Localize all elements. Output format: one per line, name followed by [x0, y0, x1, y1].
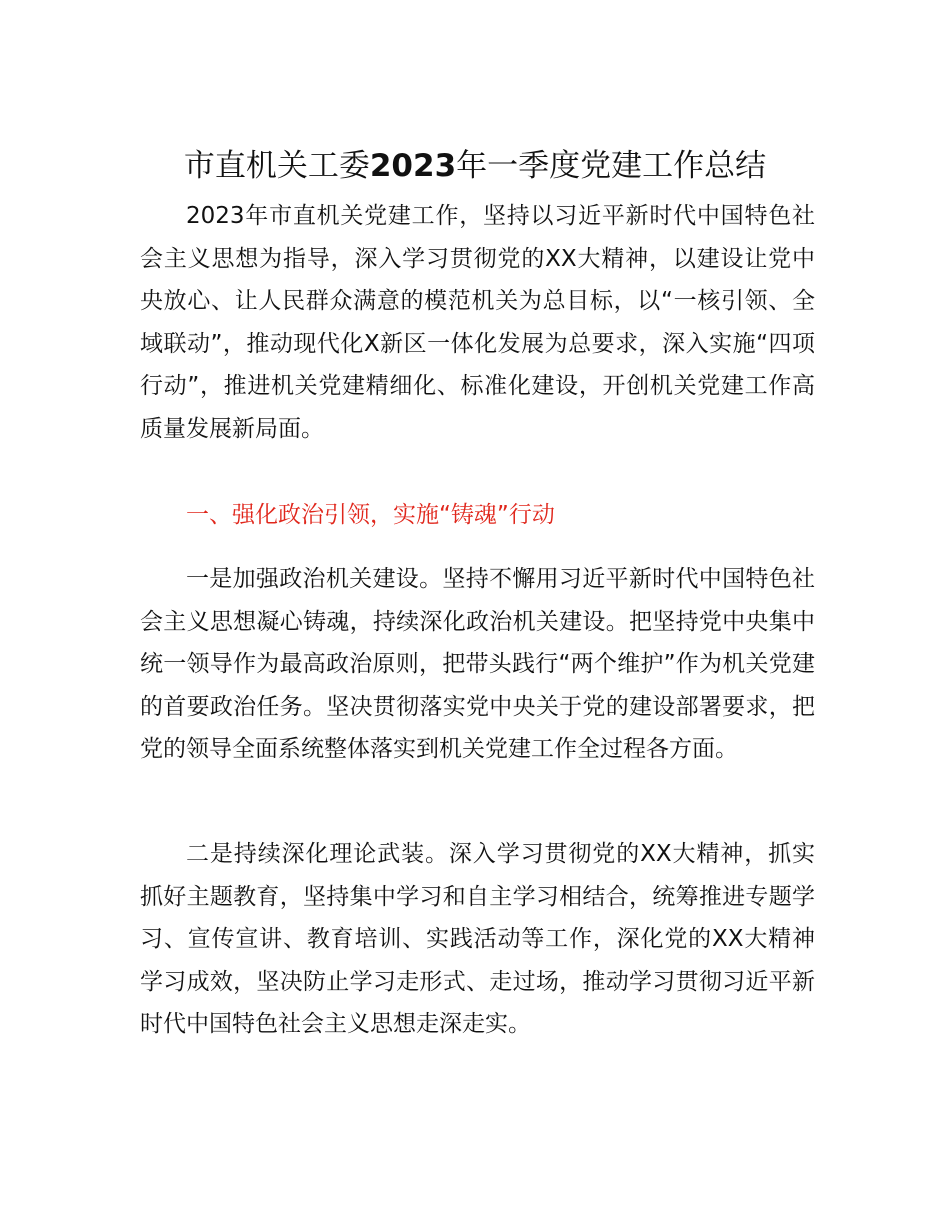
section1-paragraph-1: 一是加强政治机关建设。坚持不懈用习近平新时代中国特色社会主义思想凝心铸魂，持续深化政治机关建设。把坚持党中央集中统一领导作为最高政治原则，把带头践行“两个维护”作为机关党建的首要政治任务。坚决贯彻落实党中央关于党的建设部署要求，把党的领导全面系统整体落实到机关党建工作全过程各方面。	[140, 566, 815, 762]
page-title	[0, 138, 950, 194]
intro-paragraph: 2023年市直机关党建工作，坚持以习近平新时代中国特色社会主义思想为指导，深入学习贯彻党的XX大精神，以建设让党中央放心、让人民群众满意的模范机关为总目标，以“一核引领、全域联动”，推动现代化X新区一体化发展为总要求，深入实施“四项行动”，推进机关党建精细化、标准化建设，开创机关党建工作高质量发展新局面。	[140, 203, 815, 442]
title-year: 2023	[369, 148, 457, 184]
title-suffix: 年一季度党建工作总结	[456, 148, 767, 184]
section1-paragraph-2: 二是持续深化理论武装。深入学习贯彻党的XX大精神，抓实抓好主题教育，坚持集中学习和自主学习相结合，统筹推进专题学习、宣传宣讲、教育培训、实践活动等工作，深化党的XX大精神学习成效，坚决防止学习走形式、走过场，推动学习贯彻习近平新时代中国特色社会主义思想走深走实。	[140, 841, 815, 1037]
section-heading-1: 一、强化政治引领，实施“铸魂”行动	[186, 502, 555, 528]
title-prefix: 市直机关工委	[183, 148, 370, 184]
